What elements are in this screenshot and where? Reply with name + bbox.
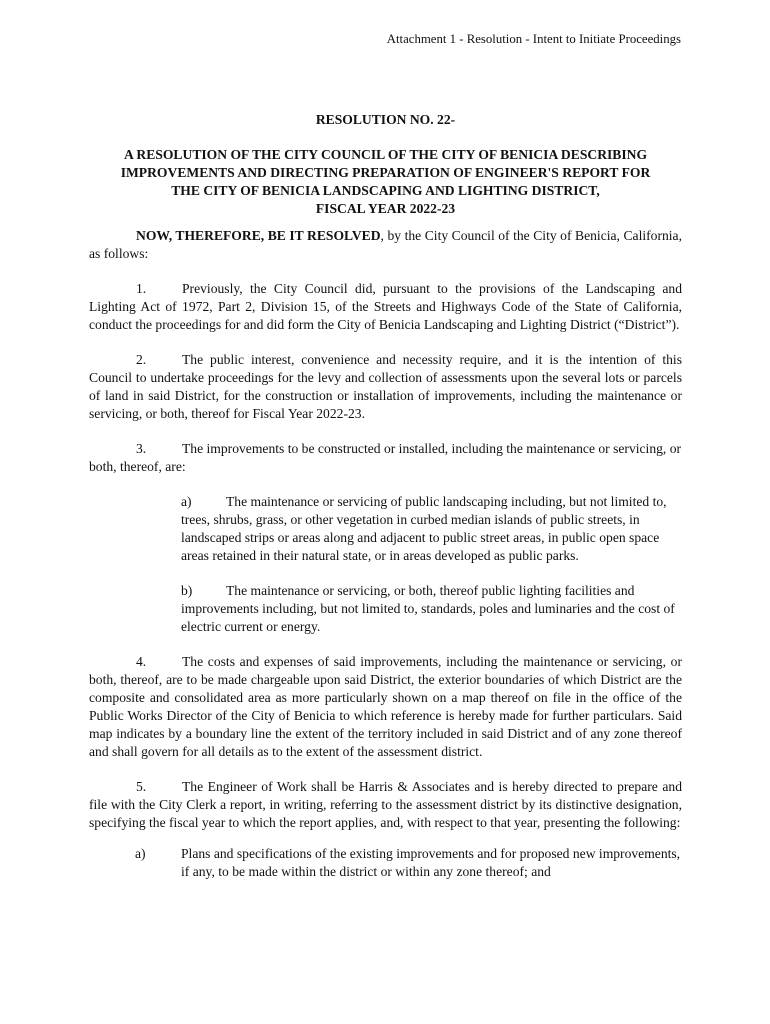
document-body [89, 111, 682, 881]
page-header: Attachment 1 - Resolution - Intent to Initiate Proceedings [386, 32, 681, 46]
paragraph-number: 4. [136, 654, 147, 669]
list-item-label: a) [135, 846, 146, 861]
paragraph-number: 3. [136, 441, 147, 456]
list-item-label: a) [181, 494, 192, 509]
resolution-number: RESOLUTION NO. 22- [315, 112, 456, 127]
paragraph-text: The public interest, convenience and necessity require, and it is the intention of this Council to undertake proceedings for the levy and collection of assessments upon the several lots or parcels of land in said District, for the construction or installation of improvements, including the maintenance or servicing, or both, thereof for Fiscal Year 2022-23. [89, 352, 682, 421]
resolution-title [89, 146, 682, 218]
list-item-text: Plans and specifications of the existing improvements and for proposed new improvements, if any, to be made within the district or within any zone thereof; and [181, 846, 681, 879]
list-item-label: b) [181, 583, 193, 598]
title-line: FISCAL YEAR 2022-23 [315, 201, 456, 216]
paragraph-3 [89, 440, 682, 476]
paragraph-number: 2. [136, 352, 147, 367]
list-item-text: The maintenance or servicing of public landscaping including, but not limited to, trees, shrubs, grass, or other vegetation in curbed median islands of public streets, in landscaped strips or areas along and adjacent to public street areas, in public open space areas retained in their natural state, or in areas developed as public parks. [181, 494, 667, 563]
paragraph-4 [89, 653, 682, 761]
paragraph-text: The Engineer of Work shall be Harris & Associates and is hereby directed to prepare and file with the City Clerk a report, in writing, referring to the assessment district by its distinctive designation, specifying the fiscal year to which the report applies, and, with respect to that year, presenting the following: [89, 779, 682, 830]
paragraph-text: The costs and expenses of said improvements, including the maintenance or servicing, or both, thereof, are to be made chargeable upon said District, the exterior boundaries of which District are the composite and consolidated area as more particularly shown on a map thereof on file in the office of the Public Works Director of the City of Benicia to which reference is hereby made for further particulars. Said map indicates by a boundary line the extent of the territory included in said District and of any zone thereof and shall govern for all details as to the extent of the assessment district. [89, 654, 682, 759]
list-item [181, 493, 682, 565]
resolved-bold: NOW, THEREFORE, BE IT RESOLVED [136, 228, 381, 243]
list-item [181, 582, 682, 636]
list-item-text: The maintenance or servicing, or both, thereof public lighting facilities and improvements including, but not limited to, standards, poles and luminaries and the cost of electric current or energy. [181, 583, 675, 634]
list-item [135, 845, 682, 881]
paragraph-5 [89, 778, 682, 832]
title-line: THE CITY OF BENICIA LANDSCAPING AND LIGHTING DISTRICT, [171, 183, 600, 198]
resolved-clause [89, 227, 682, 263]
paragraph-text: The improvements to be constructed or installed, including the maintenance or servicing, or both, thereof, are: [89, 441, 682, 474]
paragraph-number: 1. [136, 281, 147, 296]
title-line: A RESOLUTION OF THE CITY COUNCIL OF THE CITY OF BENICIA DESCRIBING [123, 147, 648, 162]
resolved-rest: , by the City Council of the City of Benicia, California, as follows: [89, 228, 682, 261]
paragraph-number: 5. [136, 779, 147, 794]
paragraph-1 [89, 280, 682, 334]
title-line: IMPROVEMENTS AND DIRECTING PREPARATION OF ENGINEER'S REPORT FOR [120, 165, 651, 180]
paragraph-2 [89, 351, 682, 423]
paragraph-text: Previously, the City Council did, pursuant to the provisions of the Landscaping and Lighting Act of 1972, Part 2, Division 15, of the Streets and Highways Code of the State of California, conduct the proceedings for and did form the City of Benicia Landscaping and Lighting District (“District”). [89, 281, 682, 332]
